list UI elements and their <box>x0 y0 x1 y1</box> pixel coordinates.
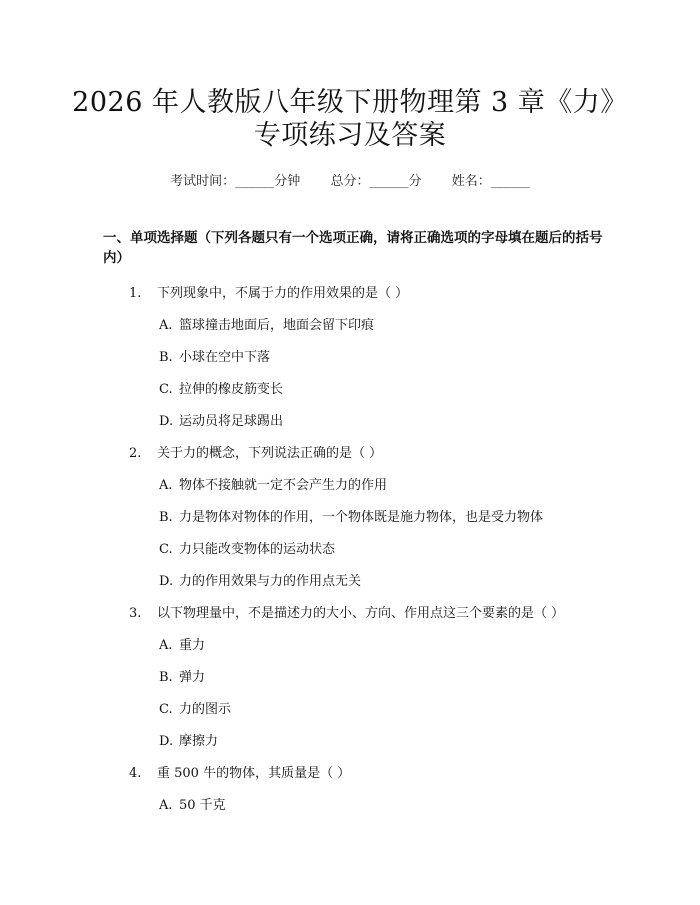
option-label: B. <box>159 510 173 525</box>
name-blank: ______ <box>490 174 530 189</box>
question-4 <box>129 762 350 781</box>
question-3-option-b <box>159 666 205 685</box>
question-1-option-b <box>159 346 270 365</box>
option-label: A. <box>159 638 173 653</box>
question-3-option-d <box>159 730 218 749</box>
question-2-option-b <box>159 506 543 525</box>
question-number: 4. <box>129 766 142 781</box>
total-score-unit: 分 <box>408 174 422 189</box>
option-label: A. <box>159 318 173 333</box>
document-title-line-2: 专项练习及答案 <box>253 120 447 151</box>
question-number: 2. <box>129 446 142 461</box>
question-4-option-a <box>159 794 226 813</box>
option-label: D. <box>159 734 174 749</box>
option-text: 小球在空中下落 <box>179 350 271 365</box>
option-label: B. <box>159 670 173 685</box>
exam-time-blank: ______ <box>235 174 275 189</box>
question-3 <box>129 602 564 621</box>
option-label: A. <box>159 478 173 493</box>
option-text: 篮球撞击地面后，地面会留下印痕 <box>179 318 375 333</box>
question-text: 以下物理量中，不是描述力的大小、方向、作用点这三个要素的是（ ） <box>157 606 565 621</box>
option-text: 运动员将足球踢出 <box>179 414 284 429</box>
option-text: 摩擦力 <box>179 734 219 749</box>
question-2 <box>129 442 382 461</box>
option-text: 力的作用效果与力的作用点无关 <box>179 574 362 589</box>
option-text: 50 千克 <box>179 798 226 813</box>
section-heading: 一、单项选择题（下列各题只有一个选项正确，请将正确选项的字母填在题后的括号内） <box>103 230 603 266</box>
option-label: D. <box>159 414 174 429</box>
question-2-option-a <box>159 474 387 493</box>
total-score-blank: ______ <box>369 174 409 189</box>
option-text: 拉伸的橡皮筋变长 <box>179 382 284 397</box>
question-text: 关于力的概念，下列说法正确的是（ ） <box>157 446 383 461</box>
option-text: 弹力 <box>179 670 206 685</box>
option-text: 力只能改变物体的运动状态 <box>179 542 336 557</box>
option-label: B. <box>159 350 173 365</box>
option-label: C. <box>159 382 173 397</box>
document-title-line-1: 2026 年人教版八年级下册物理第 3 章《力》 <box>72 87 628 118</box>
total-score-label: 总分： <box>330 174 370 189</box>
question-number: 1. <box>129 286 142 301</box>
question-1-option-c <box>159 378 283 397</box>
name-label: 姓名： <box>451 174 491 189</box>
exam-time-label: 考试时间： <box>170 174 236 189</box>
option-label: C. <box>159 542 173 557</box>
question-2-option-c <box>159 538 335 557</box>
option-text: 物体不接触就一定不会产生力的作用 <box>179 478 388 493</box>
exam-info <box>0 170 700 189</box>
question-1-option-a <box>159 314 374 333</box>
question-2-option-d <box>159 570 361 589</box>
option-text: 力是物体对物体的作用，一个物体既是施力物体，也是受力物体 <box>179 510 544 525</box>
option-label: C. <box>159 702 173 717</box>
question-text: 重 500 牛的物体，其质量是（ ） <box>157 766 351 781</box>
question-3-option-c <box>159 698 231 717</box>
option-label: D. <box>159 574 174 589</box>
option-text: 力的图示 <box>179 702 232 717</box>
question-number: 3. <box>129 606 142 621</box>
option-label: A. <box>159 798 173 813</box>
question-1 <box>129 282 408 301</box>
question-text: 下列现象中，不属于力的作用效果的是（ ） <box>157 286 409 301</box>
question-1-option-d <box>159 410 283 429</box>
option-text: 重力 <box>179 638 206 653</box>
exam-time-unit: 分钟 <box>274 174 301 189</box>
question-3-option-a <box>159 634 205 653</box>
